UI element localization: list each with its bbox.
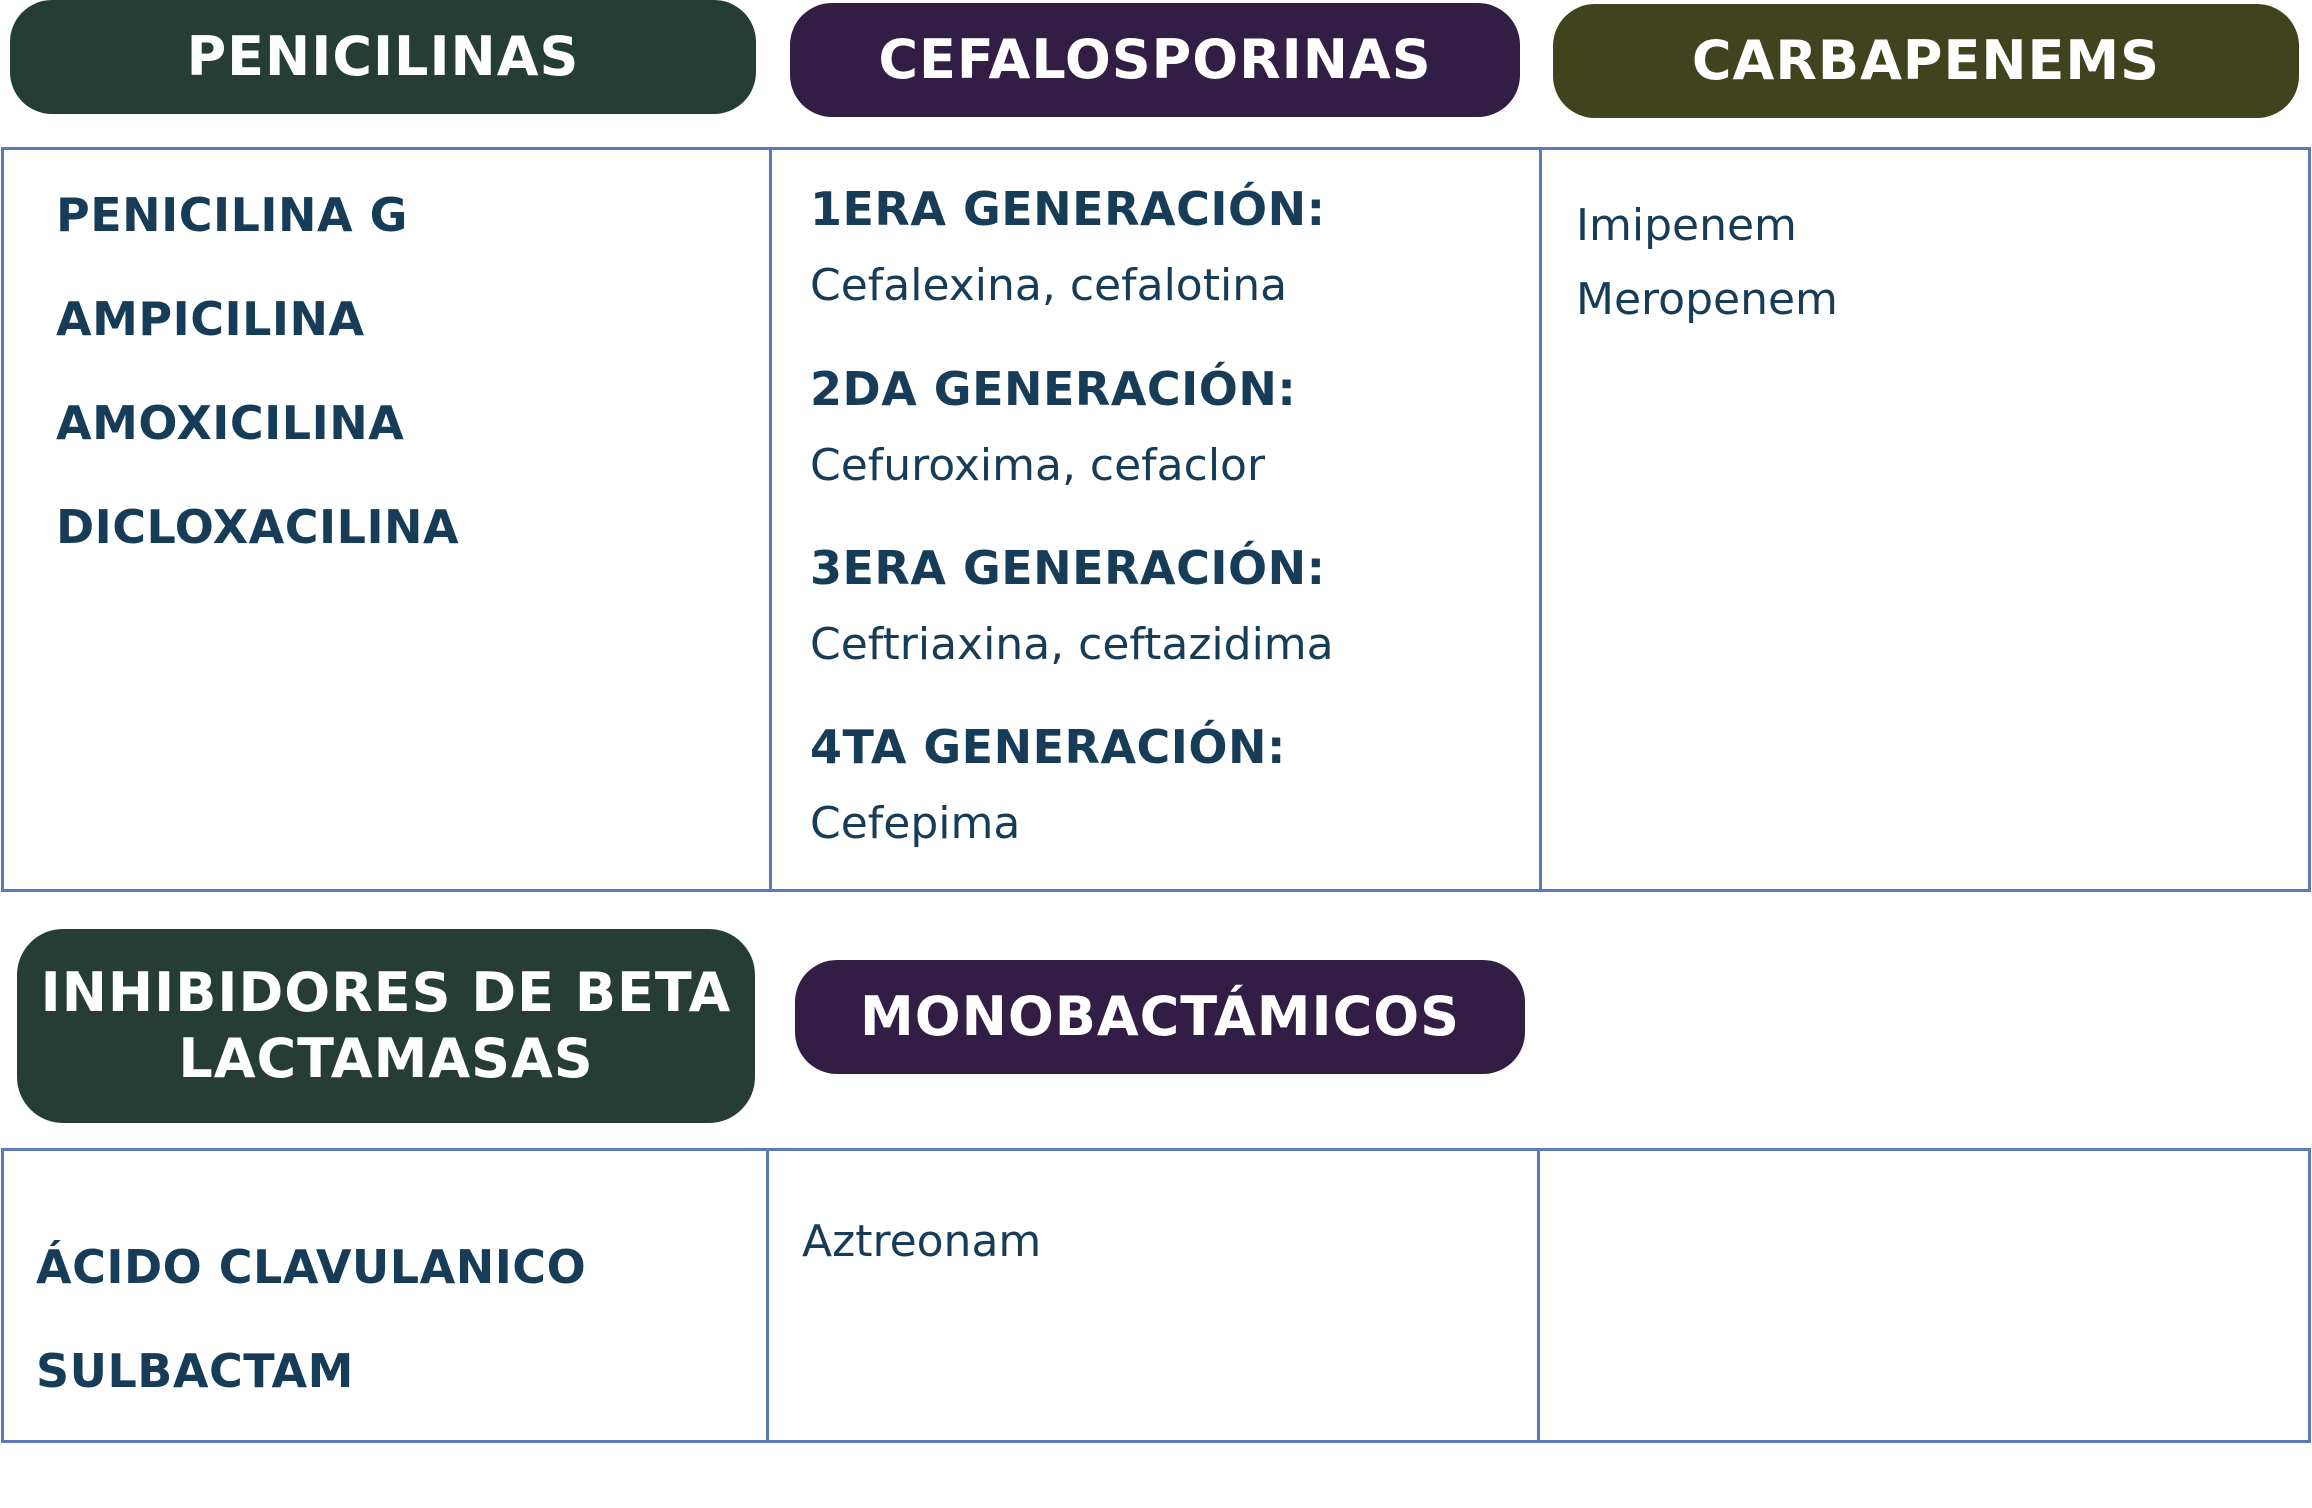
bottom-table-divider-2: [1537, 1148, 1540, 1443]
top-table-divider-1: [769, 147, 772, 892]
generation-drugs: Cefuroxima, cefaclor: [810, 440, 1266, 491]
top-table-divider-2: [1539, 147, 1542, 892]
inhibidores-header-line1: INHIBIDORES DE BETA: [40, 961, 732, 1025]
generation-label: 1ERA GENERACIÓN:: [810, 182, 1326, 236]
penicilinas-item: AMOXICILINA: [56, 396, 405, 450]
generation-label: 4TA GENERACIÓN:: [810, 720, 1286, 774]
carbapenems-item: Imipenem: [1576, 200, 1797, 251]
generation-drugs: Ceftriaxina, ceftazidima: [810, 619, 1334, 670]
carbapenems-header-text: CARBAPENEMS: [1691, 29, 2161, 93]
cefalosporinas-header-text: CEFALOSPORINAS: [878, 28, 1432, 92]
inhibidores-item: SULBACTAM: [36, 1344, 354, 1398]
monobactamicos-header-text: MONOBACTÁMICOS: [859, 985, 1460, 1049]
bottom-table: [1, 1148, 2311, 1443]
generation-label: 2DA GENERACIÓN:: [810, 362, 1297, 416]
inhibidores-header-line2: LACTAMASAS: [178, 1027, 594, 1090]
generation-label: 3ERA GENERACIÓN:: [810, 541, 1326, 595]
penicilinas-item: PENICILINA G: [56, 188, 408, 242]
cefalosporinas-header: [790, 3, 1520, 117]
monobactamicos-header: [795, 960, 1525, 1074]
penicilinas-item: DICLOXACILINA: [56, 500, 460, 554]
monobactamicos-item: Aztreonam: [802, 1216, 1042, 1267]
generation-drugs: Cefalexina, cefalotina: [810, 260, 1288, 311]
penicilinas-header-text: PENICILINAS: [186, 25, 580, 89]
bottom-table-divider-1: [766, 1148, 769, 1443]
carbapenems-item: Meropenem: [1576, 274, 1838, 325]
generation-drugs: Cefepima: [810, 798, 1021, 849]
carbapenems-header: [1553, 4, 2299, 118]
inhibidores-header: [17, 929, 755, 1123]
penicilinas-header: [10, 0, 756, 114]
inhibidores-item: ÁCIDO CLAVULANICO: [36, 1240, 587, 1294]
penicilinas-item: AMPICILINA: [56, 292, 365, 346]
